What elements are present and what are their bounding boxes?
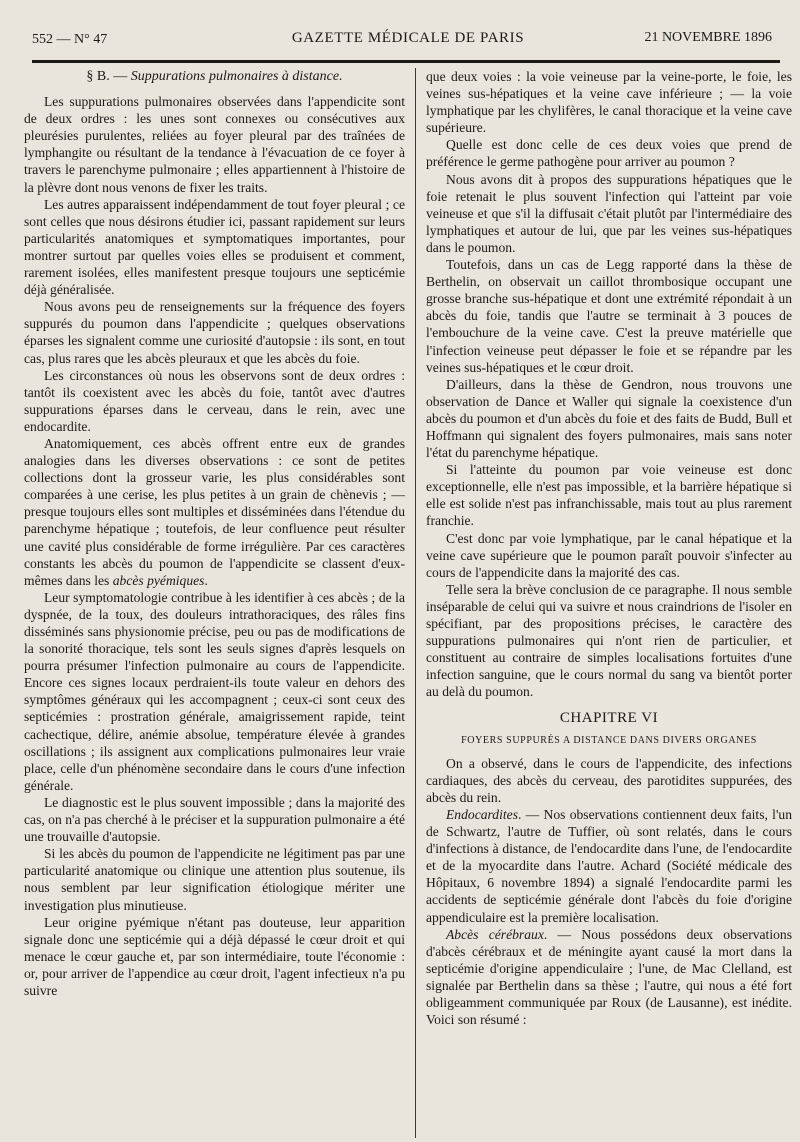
paragraph: Nous avons dit à propos des suppurations hépatiques que le foie retenait le plus souvent l'infection qui l'atteint par voie veineuse et que s'il la diffusait c'était plutôt par l'intermédiaire des lymphatiques et autour de lui, que par les veines sus-hépatiques dans le poumon. (426, 171, 792, 255)
paragraph: D'ailleurs, dans la thèse de Gendron, nous trouvons une observation de Dance et Waller qui signale la coexistence d'un abcès du poumon et d'un abcès du foie et des faits de Budd, Bull et Hoffmann qui signalent des foyers pulmonaires, mais sans noter l'état du parenchyme hépatique. (426, 376, 792, 461)
paragraph (24, 435, 405, 589)
section-heading (24, 68, 405, 85)
paragraph: Telle sera la brève conclusion de ce paragraphe. Il nous semble inséparable de celui qui va suivre et nous craindrions de l'isoler en spécifiant, par des propositions précises, le caractère des suppurations pulmonaires qui n'ont rien de particulier, et constituent au contraire de simples localisations fortuites d'une infection sanguine, que le cours normal du sang va bientôt porter au delà du poumon. (426, 581, 792, 700)
paragraph: Les autres apparaissent indépendamment de tout foyer pleural ; ce sont celles que nous désirons étudier ici, passant rapidement sur leurs particularités anatomiques et symptomatiques importantes, pour montrer surtout par quelles voies elles se produisent et comment, rarement isolées, elles manifestent presque toujours une septicémie déjà généralisée. (24, 196, 405, 298)
paragraph: Leur origine pyémique n'étant pas douteuse, leur apparition signale donc une septicémie qui a déjà dépassé le cœur droit et qui menace le cœur gauche et, par son intermédiaire, toute l'économie : or, pour arriver de l'appendice au cœur droit, l'agent infectieux n'a pu suivre (24, 914, 405, 998)
chapter-title: CHAPITRE VI (559, 710, 659, 727)
section-label: § B. — (86, 69, 128, 84)
header-rule (32, 60, 780, 63)
paragraph: Si les abcès du poumon de l'appendicite ne légitiment pas par une particularité anatomique ou clinique une attention plus soutenue, ils nous semblent par leur signification étiologique mériter une investigation plus minutieuse. (24, 846, 405, 913)
paragraph: Nous avons peu de renseignements sur la fréquence des foyers suppurés du poumon dans l'appendicite ; quelques observations éparses les signalent comme une curiosité d'autopsie : ils sont, en tout cas, plus rares que les abcès pleuraux et que les abcès du foie. (24, 299, 405, 366)
page-number: 552 — N° 47 (32, 32, 108, 47)
paragraph-text: . — Nos observations contiennent deux faits, l'un de Schwartz, l'autre de Tuffier, où sont relatés, dans le cours d'infections à distance, de l'endocardite dans l'une, de l'endocardite et de la myocardite dans l'autre. Achard (Société médicale des Hôpitaux, 6 novembre 1894) a signalé l'endocardite parmi les accidents de septicémie générale dont l'abcès du foie d'origine appendiculaire est la première localisation. (426, 806, 792, 925)
paragraph: que deux voies : la voie veineuse par la veine-porte, le foie, les veines sus-hépatiques et la veine cave inférieure ; — la voie lymphatique par les chylifères, le canal thoracique et la veine cave supérieure. (426, 69, 792, 136)
paragraph: Si l'atteinte du poumon par voie veineuse est donc exceptionnelle, elle n'est pas impossible, et la barrière hépatique si elle est solide n'est pas infranchissable, mais tout au plus rarement franchie. (426, 462, 792, 529)
section-title: Suppurations pulmonaires à distance. (130, 69, 343, 84)
paragraph: Les circonstances où nous les observons sont de deux ordres : tantôt ils coexistent avec les abcès du foie, tantôt avec d'autres suppurations éparses dans le cerveau, dans le rein, avec une endocardite. (24, 367, 405, 434)
italic-term: abcès pyémiques (112, 572, 205, 588)
paragraph-text: Anatomiquement, ces abcès offrent entre eux de grandes analogies dans les diverses observations : ce sont de petites collections dont la grosseur varie, les plus considérables sont comparées à une cerise, les plus petites à un grain de chènevis ; — presque toujours elles sont multiples et disséminées dans l'étendue du parenchyme hépatique ; toutefois, de leur confluence peut résulter une cavité plus considérable de forme irrégulière. Par ces caractères constants les abcès du poumon de l'appendicite se classent d'eux-mêmes dans les (24, 435, 405, 588)
paragraph: On a observé, dans le cours de l'appendicite, des infections cardiaques, des abcès du cerveau, des parotidites suppurées, des abcès du rein. (426, 755, 792, 805)
paragraph: C'est donc par voie lymphatique, par le canal hépatique et la veine cave supérieure que le poumon paraît pouvoir s'infecter au cours de l'appendicite dans la majorité des cas. (426, 530, 792, 580)
paragraph: Les suppurations pulmonaires observées dans l'appendicite sont de deux ordres : les unes sont connexes ou consécutives aux pleurésies purulentes, reliées au foyer pleural par des traînées de lymphangite ou résultant de la tendance à l'évacuation de ce foyer à travers le parenchyme pulmonaire ; elles appartiennent à l'histoire de la plèvre dont nous venons de fixer les traits. (24, 94, 405, 195)
issue-date: 21 NOVEMBRE 1896 (644, 30, 772, 45)
paragraph-text: . — Nous possédons deux observations d'abcès cérébraux et de méningite ayant causé la mort dans la septicémie d'origine appendiculaire ; l'une, de Mac Clelland, est signalée par Berthelin dans sa thèse ; l'autre, qui nous a été fort obligeamment communiquée par Roux (de Lausanne), est inédite. Voici son résumé : (426, 926, 792, 1028)
chapter-subtitle: FOYERS SUPPURÉS A DISTANCE DANS DIVERS ORGANES (461, 734, 757, 746)
journal-title: GAZETTE MÉDICALE DE PARIS (291, 30, 525, 46)
paragraph: Leur symptomatologie contribue à les identifier à ces abcès ; de la dyspnée, de la toux, des douleurs intrathoraciques, des râles fins disséminés sans physionomie précise, peu ou pas de modifications de la sonorité thoracique, tels sont les seuls signes d'après lesquels on pourra présumer l'infection pulmonaire au cours de l'appendicite. Encore ces signes locaux perdraient-ils toute valeur en dehors des symptômes généraux qui les accompagnent ; ceux-ci sont ceux des septicémies : prostration générale, amaigrissement rapide, teint cachectique, délire, anémie absolue, température élevée à grandes oscillations ; ils assignent aux complications pulmonaires leur vraie place, celle d'un phénomène secondaire dans le cours d'une infection générale. (24, 589, 405, 793)
two-column-body (24, 68, 792, 1138)
right-column (416, 68, 792, 1138)
paragraph (426, 926, 792, 1029)
left-column (24, 68, 416, 1138)
italic-term: Endocardites (446, 806, 518, 822)
running-head (24, 14, 792, 48)
paragraph: Le diagnostic est le plus souvent impossible ; dans la majorité des cas, on n'a pas cherché à le préciser et la suppuration pulmonaire a été une trouvaille d'autopsie. (24, 794, 405, 845)
italic-term: Abcès cérébraux (446, 926, 544, 942)
paragraph: Toutefois, dans un cas de Legg rapporté dans la thèse de Berthelin, on observait un caillot thrombosique occupant une grosse branche sus-hépatique et dont une extrémité répondait à un abcès du foie, tandis que l'autre se terminait à 3 pouces de l'embouchure de la veine cave. C'est la preuve matérielle que l'infection veineuse peut dépasser le foie et se répandre par les veines sus-hépatiques et le cœur droit. (426, 257, 792, 375)
paragraph (426, 806, 792, 926)
paragraph-text: . (204, 572, 208, 588)
paragraph: Quelle est donc celle de ces deux voies que prend de préférence le germe pathogène pour arriver au poumon ? (426, 137, 792, 170)
